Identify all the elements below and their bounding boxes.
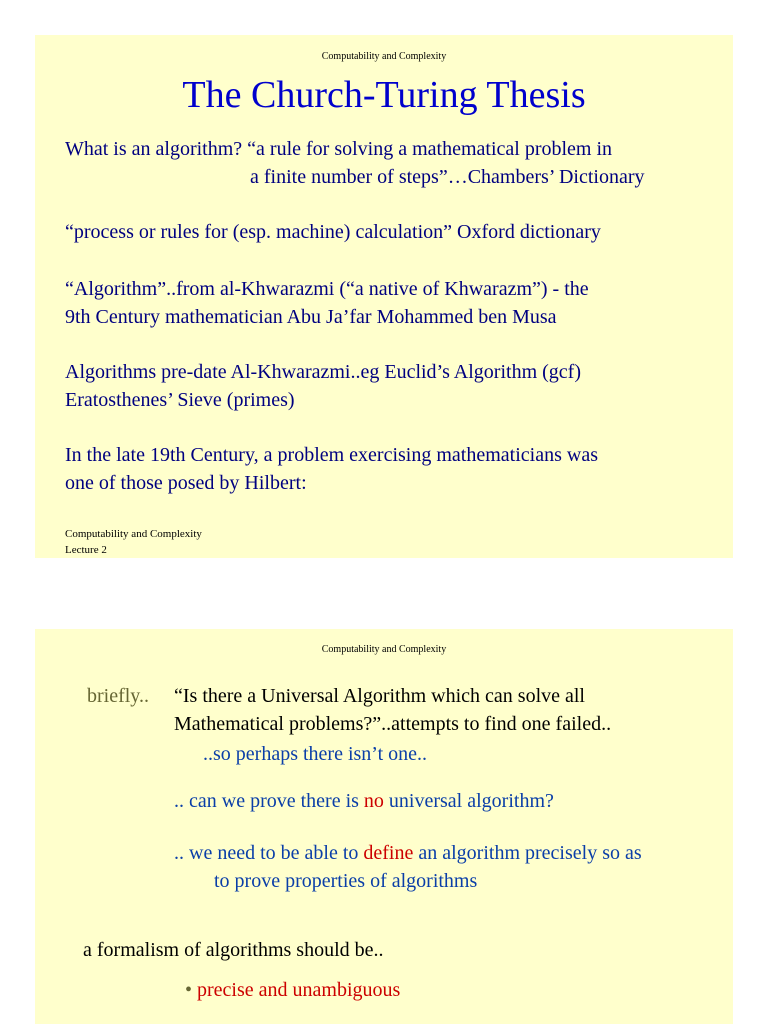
predate-line-2: Eratosthenes’ Sieve (primes) xyxy=(65,389,295,411)
hilbert-line-1: In the late 19th Century, a problem exercising mathematicians was xyxy=(65,444,598,466)
question-line-1: “Is there a Universal Algorithm which can solve all xyxy=(174,685,585,707)
bullet-text: precise and unambiguous xyxy=(197,979,401,1001)
etymology-line-2: 9th Century mathematician Abu Ja’far Mohammed ben Musa xyxy=(65,306,557,328)
briefly-label: briefly.. xyxy=(87,685,150,707)
slide-header: Computability and Complexity xyxy=(321,644,447,655)
predate-line-1: Algorithms pre-date Al-Khwarazmi..eg Euclid’s Algorithm (gcf) xyxy=(65,361,581,383)
define-text-start: .. we need to be able to xyxy=(174,842,364,864)
define-text-end: an algorithm precisely so as xyxy=(413,842,642,864)
slide-2 xyxy=(35,629,733,1024)
bullet-item xyxy=(185,979,400,1002)
define-emphasis: define xyxy=(363,842,414,864)
definition-line-2: a finite number of steps”…Chambers’ Dictionary xyxy=(250,166,645,188)
prove-line xyxy=(174,790,554,813)
etymology-line-1: “Algorithm”..from al-Khwarazmi (“a native of Khwarazm”) - the xyxy=(65,278,589,300)
perhaps-line: ..so perhaps there isn’t one.. xyxy=(203,743,428,765)
prove-emphasis: no xyxy=(363,790,384,812)
hilbert-line-2: one of those posed by Hilbert: xyxy=(65,472,307,494)
prove-text-start: .. can we prove there is xyxy=(174,790,364,812)
slide-1 xyxy=(35,35,733,558)
define-line-2: to prove properties of algorithms xyxy=(214,870,478,892)
definition-line-1: What is an algorithm? “a rule for solving a mathematical problem in xyxy=(65,138,613,160)
define-line xyxy=(174,842,642,865)
slide-title: The Church-Turing Thesis xyxy=(182,74,586,116)
formalism-line: a formalism of algorithms should be.. xyxy=(83,939,384,961)
slide-header: Computability and Complexity xyxy=(321,51,447,62)
slide-footer-lecture: Lecture 2 xyxy=(65,544,107,556)
prove-text-end: universal algorithm? xyxy=(383,790,554,812)
slide-footer-course: Computability and Complexity xyxy=(65,528,202,540)
oxford-definition: “process or rules for (esp. machine) calculation” Oxford dictionary xyxy=(65,221,601,243)
question-line-2: Mathematical problems?”..attempts to find one failed.. xyxy=(174,713,612,735)
bullet-icon: • xyxy=(185,979,193,1001)
